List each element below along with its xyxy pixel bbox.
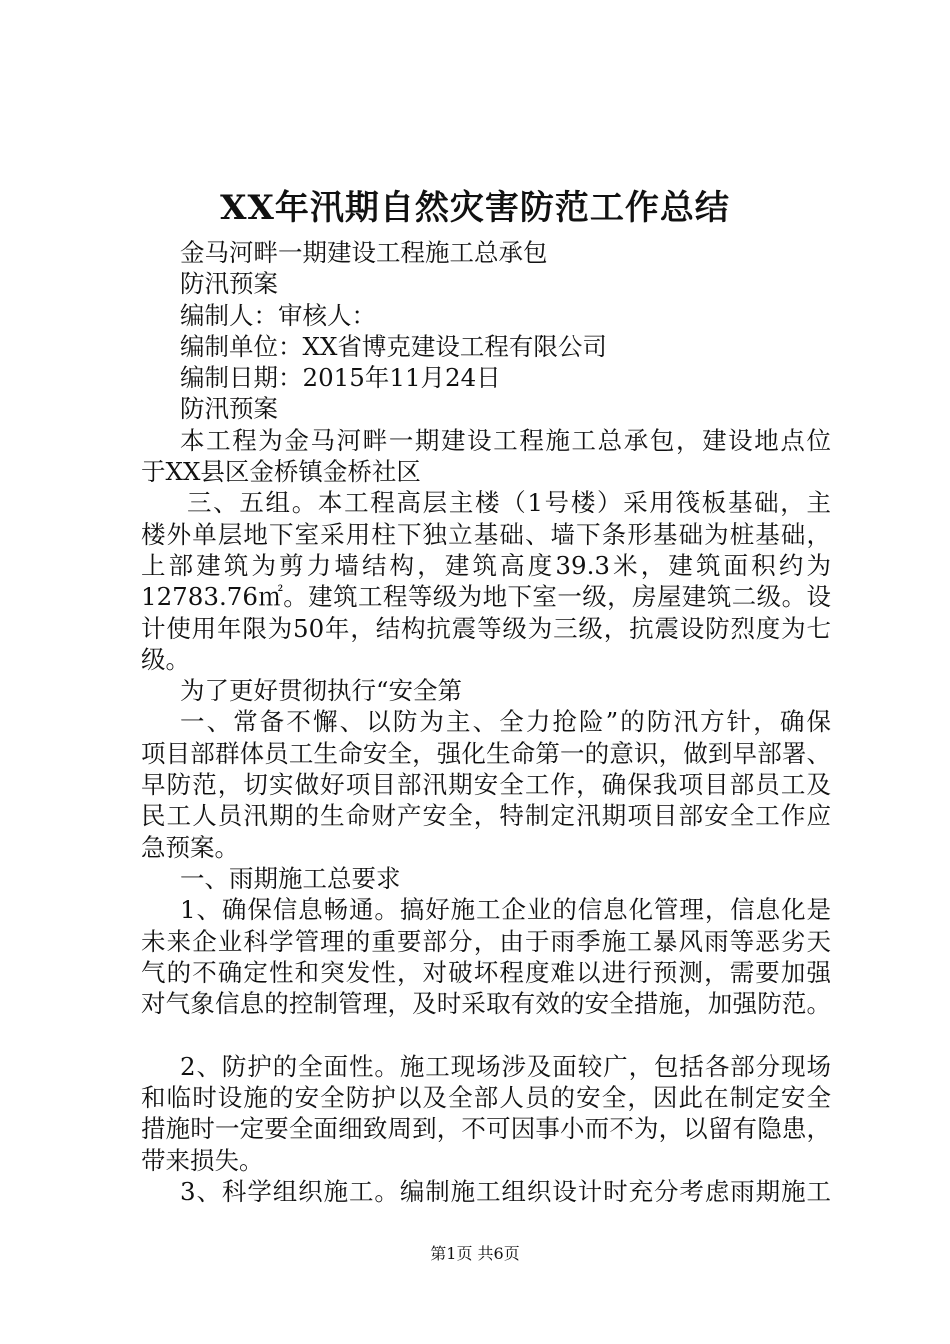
- text-line: 金马河畔一期建设工程施工总承包: [180, 238, 548, 267]
- text-line: 12783.76㎡。建筑工程等级为地下室一级，房屋建筑二级。设: [141, 582, 831, 612]
- text-line: 上部建筑为剪力墙结构，建筑高度39.3米，建筑面积约为: [141, 550, 831, 580]
- text-line: 编制单位：XX省博克建设工程有限公司: [180, 331, 607, 361]
- text-line: 三、五组。本工程高层主楼（1号楼）采用筏板基础，主: [187, 488, 831, 518]
- text-line: 带来损失。: [141, 1145, 264, 1175]
- page-footer: 第1页 共6页: [430, 1244, 520, 1263]
- text-line: 编制人：审核人：: [180, 300, 376, 330]
- text-line: 为了更好贯彻执行“安全第: [180, 676, 463, 706]
- text-line: 2、防护的全面性。施工现场涉及面较广，包括各部分现场: [180, 1051, 831, 1081]
- text-line: 级。: [141, 644, 190, 674]
- text-line: 和临时设施的安全防护以及全部人员的安全，因此在制定安全: [141, 1083, 831, 1113]
- text-line: 早防范，切实做好项目部汛期安全工作，确保我项目部员工及: [141, 770, 831, 800]
- document-body: [141, 237, 831, 1207]
- text-line: 措施时一定要全面细致周到，不可因事小而不为，以留有隐患，: [141, 1114, 831, 1144]
- text-line: 项目部群体员工生命安全，强化生命第一的意识，做到早部署、: [141, 738, 831, 768]
- text-line: 楼外单层地下室采用柱下独立基础、墙下条形基础为桩基础，: [141, 519, 831, 549]
- text-line: 计使用年限为50年，结构抗震等级为三级，抗震设防烈度为七: [141, 613, 831, 643]
- text-line: 未来企业科学管理的重要部分，由于雨季施工暴风雨等恶劣天: [141, 926, 831, 956]
- text-line: 对气象信息的控制管理，及时采取有效的安全措施，加强防范。: [141, 989, 831, 1019]
- text-line: 急预案。: [141, 832, 239, 862]
- text-line: 民工人员汛期的生命财产安全，特制定汛期项目部安全工作应: [141, 801, 831, 831]
- text-line: 编制日期：2015年11月24日: [180, 363, 501, 393]
- text-line: 一、常备不懈、以防为主、全力抢险”的防汛方针，确保: [180, 707, 831, 737]
- text-line: 本工程为金马河畔一期建设工程施工总承包，建设地点位: [180, 425, 831, 455]
- text-line: 一、雨期施工总要求: [180, 863, 401, 893]
- text-line: 防汛预案: [180, 269, 278, 299]
- text-line: 于XX县区金桥镇金桥社区: [141, 457, 421, 487]
- text-line: 1、确保信息畅通。搞好施工企业的信息化管理，信息化是: [180, 895, 831, 925]
- blank-line: [141, 1019, 831, 1050]
- text-line: 3、科学组织施工。编制施工组织设计时充分考虑雨期施工: [180, 1176, 831, 1206]
- text-line: 气的不确定性和突发性，对破坏程度难以进行预测，需要加强: [141, 957, 831, 987]
- text-line: 防汛预案: [180, 394, 278, 424]
- document-title: XX年汛期自然灾害防范工作总结: [220, 188, 730, 228]
